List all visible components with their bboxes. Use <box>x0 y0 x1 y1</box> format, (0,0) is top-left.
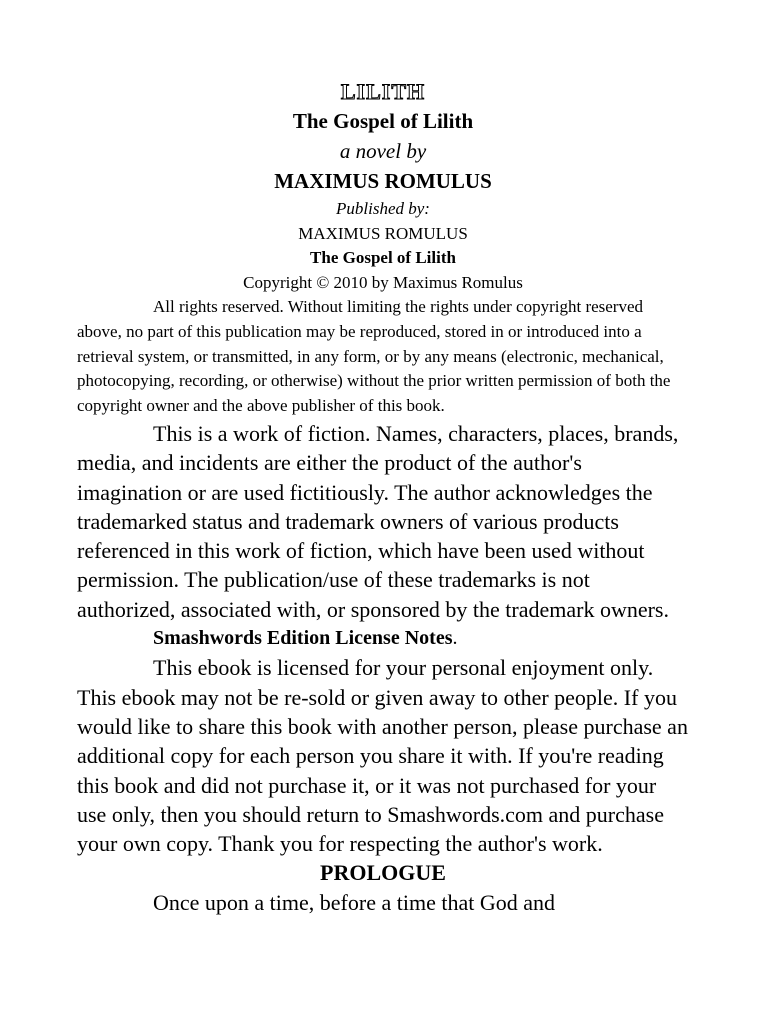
copyright-line: Copyright © 2010 by Maximus Romulus <box>243 273 523 292</box>
novel-by-line: a novel by <box>339 139 427 163</box>
license-heading <box>77 624 689 653</box>
rights-paragraph: All rights reserved. Without limiting the rights under copyright reserved above, no part of this publication may be reproduced, stored in or introduced into a retrieval system, or transmitted, in any form, or by any means (electronic, mechanical, photocopying, recording, or otherwise) without the prior written permission of both the copyright owner and the above publisher of this book. <box>77 297 671 416</box>
publisher-name: MAXIMUS ROMULUS <box>298 224 468 243</box>
document-page <box>77 78 689 917</box>
book-title-small: The Gospel of Lilith <box>310 248 456 267</box>
fiction-notice-paragraph: This is a work of fiction. Names, characters, places, brands, media, and incidents are either the product of the author's imagination or are used fictitiously. The author acknowledges the trademarked status and trademark owners of various products referenced in this work of fiction, which have been used without permission. The publication/use of these trademarks is not authorized, associated with, or sponsored by the trademark owners. <box>77 420 679 622</box>
license-heading-text: Smashwords Edition License Notes <box>153 627 453 650</box>
prologue-heading: PROLOGUE <box>320 860 446 886</box>
decorative-title: LILITH <box>340 79 426 104</box>
published-by-label: Published by: <box>336 199 430 218</box>
book-title: The Gospel of Lilith <box>292 109 474 133</box>
prologue-first-line: Once upon a time, before a time that God and <box>153 889 555 915</box>
license-heading-punct: . <box>452 627 458 650</box>
author-name: MAXIMUS ROMULUS <box>274 169 492 193</box>
license-paragraph: This ebook is licensed for your personal enjoyment only. This ebook may not be re-sold or given away to other people. If you would like to share this book with another person, please purchase an additional copy for each person you share it with. If you're reading this book and did not purchase it, or it was not purchased for your use only, then you should return to Smashwords.com and purchase your own copy. Thank you for respecting the author's work. <box>77 655 688 857</box>
